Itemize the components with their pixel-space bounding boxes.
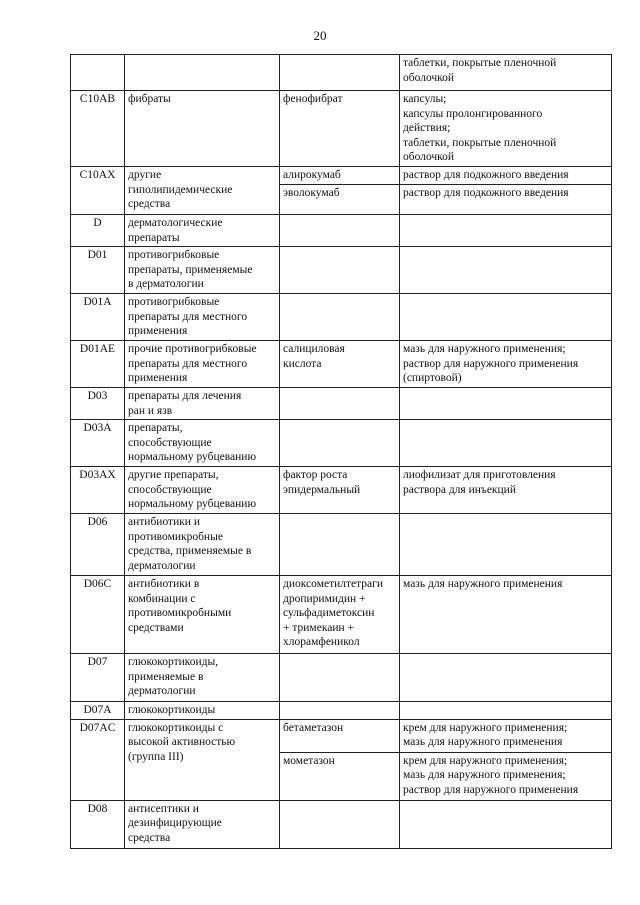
dosage-form-cell: мазь для наружного применения; раствор для наружного применения (спиртовой) (400, 341, 612, 388)
drug-cell: эволокумаб (280, 185, 400, 215)
atc-code-cell: D07A (71, 702, 125, 720)
table-row (71, 55, 612, 91)
drug-cell: фактор роста эпидермальный (280, 467, 400, 514)
drug-cell (280, 247, 400, 294)
atc-code-cell: D01A (71, 294, 125, 341)
table-row (71, 388, 612, 420)
table-row (71, 420, 612, 467)
table-row (71, 167, 612, 185)
atc-code-cell: D (71, 215, 125, 247)
dosage-form-cell: крем для наружного применения; мазь для наружного применения (400, 719, 612, 752)
dosage-form-cell: раствор для подкожного введения (400, 185, 612, 215)
drug-cell: алирокумаб (280, 167, 400, 185)
dosage-form-cell: раствор для подкожного введения (400, 167, 612, 185)
drug-cell (280, 420, 400, 467)
atc-code-cell: D01 (71, 247, 125, 294)
dosage-form-cell (400, 388, 612, 420)
atc-code-cell: C10AB (71, 91, 125, 167)
table-row (71, 576, 612, 654)
drug-cell (280, 55, 400, 91)
table-row (71, 247, 612, 294)
drug-cell: бетаметазон (280, 719, 400, 752)
group-cell: антибиотики в комбинации с противомикробными средствами (125, 576, 280, 654)
group-cell: фибраты (125, 91, 280, 167)
drug-table (70, 54, 612, 849)
table-row (71, 719, 612, 752)
atc-code-cell: D03 (71, 388, 125, 420)
drug-cell: салициловая кислота (280, 341, 400, 388)
dosage-form-cell (400, 702, 612, 720)
group-cell: противогрибковые препараты для местного применения (125, 294, 280, 341)
group-cell: глюкокортикоиды с высокой активностью (группа III) (125, 719, 280, 800)
drug-cell (280, 800, 400, 848)
drug-cell (280, 514, 400, 576)
dosage-form-cell: капсулы; капсулы пролонгированного действия; таблетки, покрытые пленочной оболочкой (400, 91, 612, 167)
dosage-form-cell (400, 800, 612, 848)
dosage-form-cell: таблетки, покрытые пленочной оболочкой (400, 55, 612, 91)
group-cell: препараты, способствующие нормальному рубцеванию (125, 420, 280, 467)
drug-cell: диоксометилтетраги дропиримидин + сульфадиметоксин + тримекаин + хлорамфеникол (280, 576, 400, 654)
table-row (71, 294, 612, 341)
table-row (71, 654, 612, 702)
dosage-form-cell: лиофилизат для приготовления раствора для инъекций (400, 467, 612, 514)
atc-code-cell: D06C (71, 576, 125, 654)
atc-code-cell: D03A (71, 420, 125, 467)
dosage-form-cell: мазь для наружного применения (400, 576, 612, 654)
group-cell (125, 55, 280, 91)
dosage-form-cell (400, 215, 612, 247)
atc-code-cell: C10AX (71, 167, 125, 215)
group-cell: глюкокортикоиды (125, 702, 280, 720)
dosage-form-cell: крем для наружного применения; мазь для наружного применения; раствор для наружного применения (400, 752, 612, 800)
drug-cell (280, 702, 400, 720)
table-row (71, 800, 612, 848)
group-cell: прочие противогрибковые препараты для местного применения (125, 341, 280, 388)
group-cell: другие препараты, способствующие нормальному рубцеванию (125, 467, 280, 514)
group-cell: противогрибковые препараты, применяемые в дерматологии (125, 247, 280, 294)
atc-code-cell: D06 (71, 514, 125, 576)
drug-cell: фенофибрат (280, 91, 400, 167)
drug-cell (280, 215, 400, 247)
drug-cell (280, 294, 400, 341)
group-cell: дерматологические препараты (125, 215, 280, 247)
drug-cell (280, 654, 400, 702)
group-cell: препараты для лечения ран и язв (125, 388, 280, 420)
table-row (71, 514, 612, 576)
atc-code-cell: D07AC (71, 719, 125, 800)
drug-cell: мометазон (280, 752, 400, 800)
page-number: 20 (313, 28, 327, 43)
group-cell: антибиотики и противомикробные средства, применяемые в дерматологии (125, 514, 280, 576)
group-cell: антисептики и дезинфицирующие средства (125, 800, 280, 848)
dosage-form-cell (400, 294, 612, 341)
dosage-form-cell (400, 514, 612, 576)
atc-code-cell: D03AX (71, 467, 125, 514)
drug-cell (280, 388, 400, 420)
atc-code-cell (71, 55, 125, 91)
group-cell: глюкокортикоиды, применяемые в дерматологии (125, 654, 280, 702)
table-row (71, 702, 612, 720)
table-row (71, 467, 612, 514)
dosage-form-cell (400, 247, 612, 294)
atc-code-cell: D01AE (71, 341, 125, 388)
table-row (71, 215, 612, 247)
dosage-form-cell (400, 654, 612, 702)
table-row (71, 341, 612, 388)
atc-code-cell: D08 (71, 800, 125, 848)
atc-code-cell: D07 (71, 654, 125, 702)
dosage-form-cell (400, 420, 612, 467)
group-cell: другие гиполипидемические средства (125, 167, 280, 215)
table-row (71, 91, 612, 167)
